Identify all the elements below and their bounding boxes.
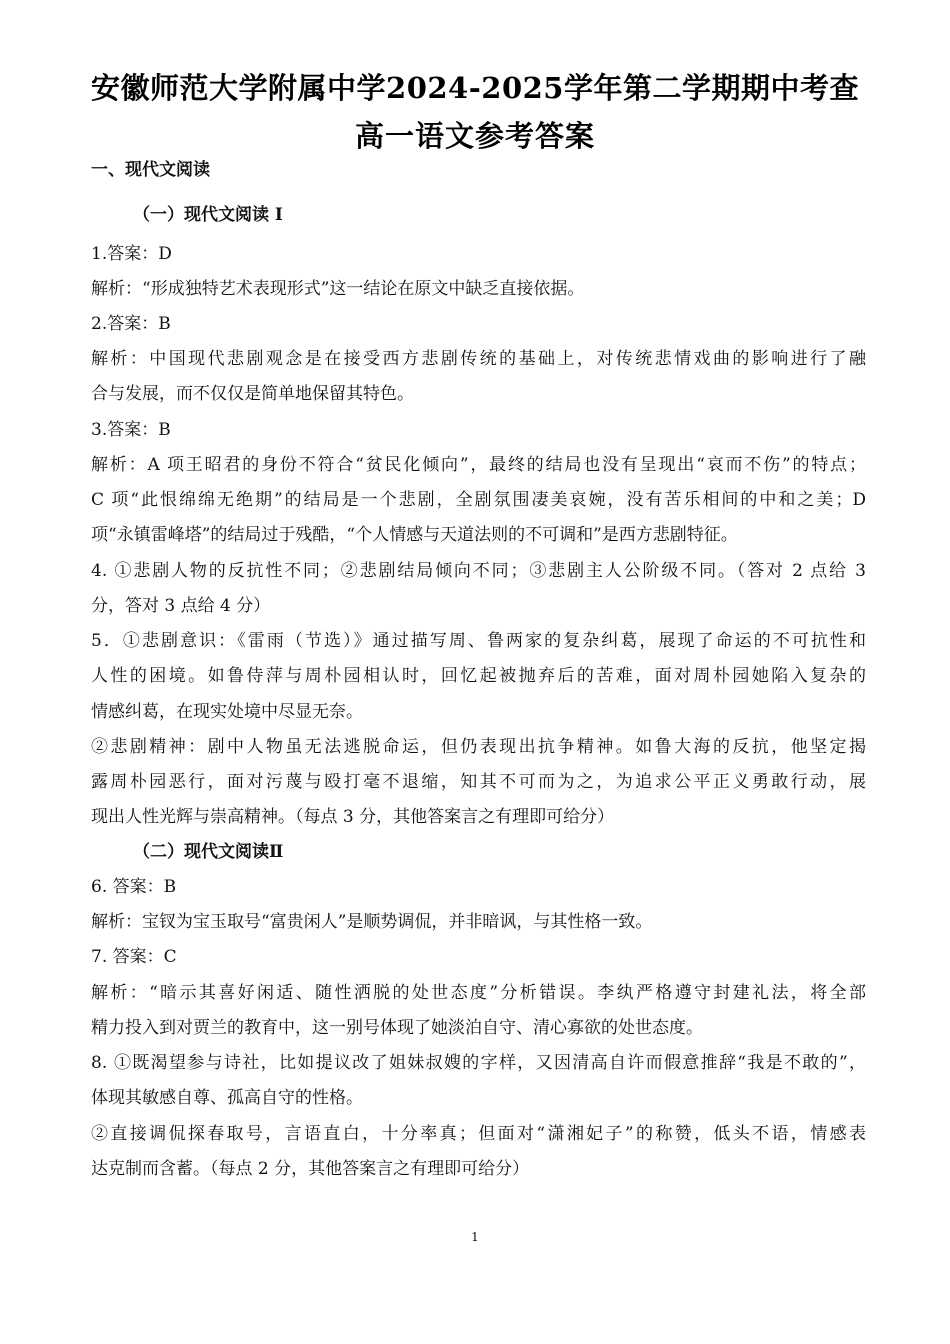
analysis-line: 解析：“形成独特艺术表现形式”这一结论在原文中缺乏直接依据。 bbox=[91, 279, 585, 299]
section-heading: 一、现代文阅读 bbox=[91, 160, 210, 180]
answer-line: ②直接调侃探春取号，言语直白，十分率真；但面对“潇湘妃子”的称赞，低头不语，情感表 bbox=[91, 1124, 866, 1144]
subsection-heading: （一）现代文阅读 I bbox=[133, 205, 283, 225]
analysis-line: 解析：A 项王昭君的身份不符合“贫民化倾向”，最终的结局也没有呈现出“哀而不伤”的特点； bbox=[91, 455, 866, 475]
document-subtitle: 高一语文参考答案 bbox=[354, 119, 595, 153]
answer-line: 分，答对 3 点给 4 分） bbox=[91, 596, 271, 616]
answer-line: 体现其敏感自尊、孤高自守的性格。 bbox=[91, 1088, 363, 1108]
answer-line: 现出人性光辉与崇高精神。（每点 3 分，其他答案言之有理即可给分） bbox=[91, 807, 615, 827]
answer-line: 8. ①既渴望参与诗社，比如提议改了姐妹叔嫂的字样，又因清高自许而假意推辞“我是不敢的”， bbox=[91, 1053, 866, 1073]
analysis-line: 项“永镇雷峰塔”的结局过于残酷，“个人情感与天道法则的不可调和”是西方悲剧特征。 bbox=[91, 525, 738, 545]
analysis-line: 精力投入到对贾兰的教育中，这一别号体现了她淡泊自守、清心寡欲的处世态度。 bbox=[91, 1018, 703, 1038]
analysis-line: 合与发展，而不仅仅是简单地保留其特色。 bbox=[91, 384, 414, 404]
answer-line: 3.答案：B bbox=[91, 420, 171, 440]
analysis-line: 解析：中国现代悲剧观念是在接受西方悲剧传统的基础上，对传统悲情戏曲的影响进行了融 bbox=[91, 349, 866, 369]
document-title: 安徽师范大学附属中学2024-2025学年第二学期期中考查 bbox=[91, 71, 859, 105]
answer-line: 2.答案：B bbox=[91, 314, 171, 334]
subsection-heading: （二）现代文阅读Ⅱ bbox=[133, 842, 284, 862]
analysis-line: 解析：“暗示其喜好闲适、随性洒脱的处世态度”分析错误。李纨严格遵守封建礼法，将全部 bbox=[91, 983, 866, 1003]
answer-line: 1.答案：D bbox=[91, 244, 172, 264]
answer-line: 4. ①悲剧人物的反抗性不同；②悲剧结局倾向不同；③悲剧主人公阶级不同。（答对 2 点给 3 bbox=[91, 561, 866, 581]
answer-line: 情感纠葛，在现实处境中尽显无奈。 bbox=[91, 702, 363, 722]
answer-line: 7. 答案：C bbox=[91, 947, 177, 967]
analysis-line: 解析：宝钗为宝玉取号“富贵闲人”是顺势调侃，并非暗讽，与其性格一致。 bbox=[91, 912, 653, 932]
page-number: 1 bbox=[471, 1230, 479, 1244]
answer-line: 人性的困境。如鲁侍萍与周朴园相认时，回忆起被抛弃后的苦难，面对周朴园她陷入复杂的 bbox=[91, 666, 866, 686]
answer-line: 6. 答案：B bbox=[91, 877, 177, 897]
answer-line: 5．①悲剧意识：《雷雨（节选）》通过描写周、鲁两家的复杂纠葛，展现了命运的不可抗性和 bbox=[91, 631, 866, 651]
answer-line: 露周朴园恶行，面对污蔑与殴打毫不退缩，知其不可而为之，为追求公平正义勇敢行动，展 bbox=[91, 772, 866, 792]
answer-line: ②悲剧精神：剧中人物虽无法逃脱命运，但仍表现出抗争精神。如鲁大海的反抗，他坚定揭 bbox=[91, 737, 866, 757]
answer-line: 达克制而含蓄。（每点 2 分，其他答案言之有理即可给分） bbox=[91, 1159, 530, 1179]
analysis-line: C 项“此恨绵绵无绝期”的结局是一个悲剧，全剧氛围凄美哀婉，没有苦乐相间的中和之美；D bbox=[91, 490, 866, 510]
